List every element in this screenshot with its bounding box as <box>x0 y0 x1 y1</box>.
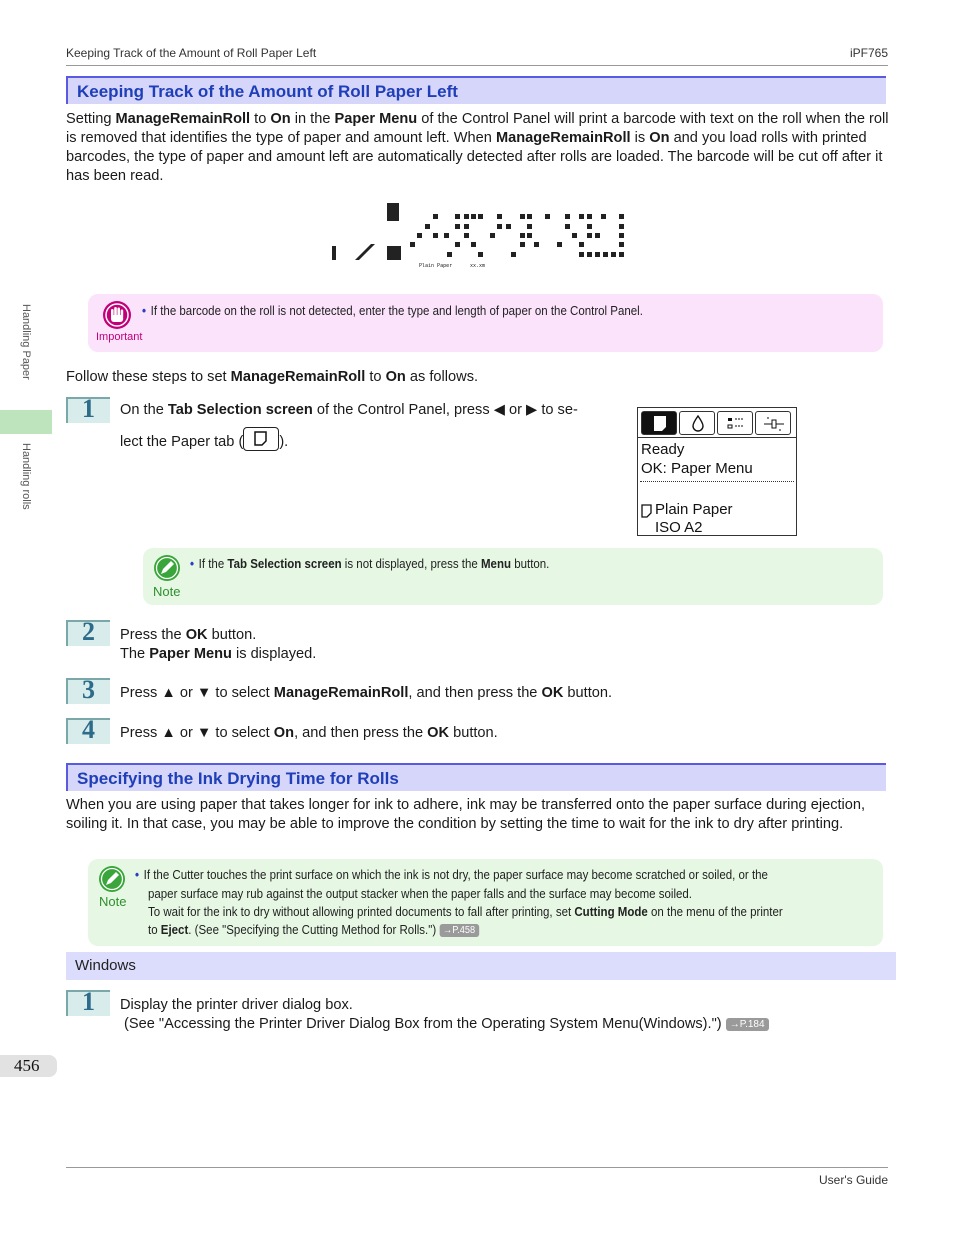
page-number: 456 <box>0 1055 57 1077</box>
windows-step-1-ref: (See "Accessing the Printer Driver Dialog Box from the Operating System Menu(Windows).") →P.184 <box>120 1015 769 1034</box>
note-callout-tab-selection <box>143 548 883 605</box>
important-label: Important <box>96 331 143 343</box>
paper-tab-icon <box>243 427 279 451</box>
panel-paper-size: ISO A2 <box>655 519 703 536</box>
running-header-model: iPF765 <box>849 46 888 60</box>
step-1-text: On the Tab Selection screen of the Control Panel, press ◀ or ▶ to se- <box>120 402 578 418</box>
note-line-1: • If the Cutter touches the print surface on which the ink is not dry, the paper surface may become scratched or soiled, or the <box>135 868 768 882</box>
step-2-result: The Paper Menu is displayed. <box>120 646 317 662</box>
note-line-4: to Eject. (See "Specifying the Cutting Method for Rolls.") →P.458 <box>148 921 479 939</box>
note-line-2: paper surface may rub against the output stacker when the paper falls and the surface may become soiled. <box>148 887 693 901</box>
footer-divider <box>66 1167 888 1168</box>
panel-dotted-divider <box>640 481 794 482</box>
step-4-text: Press ▲ or ▼ to select On, and then press the OK button. <box>120 725 498 741</box>
note-text: • If the Tab Selection screen is not displayed, press the Menu button. <box>190 557 550 571</box>
page-ref-link[interactable]: →P.458 <box>439 924 478 937</box>
step-4-number: 4 <box>66 718 110 744</box>
barcode-length-label: xx.xm <box>470 263 486 269</box>
section-heading-roll-paper <box>66 76 886 104</box>
settings-slider-icon <box>763 416 785 431</box>
note-pencil-icon <box>153 554 181 582</box>
control-panel-display <box>637 407 797 536</box>
header-divider <box>66 65 888 66</box>
follow-steps-text: Follow these steps to set ManageRemainRoll to On as follows. <box>66 369 479 385</box>
step-3-text: Press ▲ or ▼ to select ManageRemainRoll, and then press the OK button. <box>120 685 613 701</box>
page-ref-link[interactable]: →P.184 <box>726 1018 769 1031</box>
left-arrow-icon: ◀ <box>493 402 505 418</box>
panel-status: Ready <box>641 441 685 458</box>
side-label-chapter: Handling Paper <box>20 304 32 380</box>
right-arrow-icon: ▶ <box>526 402 538 418</box>
panel-menu-hint: OK: Paper Menu <box>641 460 753 477</box>
barcode-image <box>325 198 630 270</box>
hand-stop-icon <box>102 300 132 330</box>
running-header-title: Keeping Track of the Amount of Roll Paper Left <box>66 46 317 60</box>
step-3-number: 3 <box>66 678 110 704</box>
job-list-icon <box>727 417 745 430</box>
barcode-paper-label: Plain Paper <box>419 263 453 269</box>
section-heading-text: Specifying the Ink Drying Time for Rolls <box>77 769 399 788</box>
section1-intro: Setting ManageRemainRoll to On in the Paper Menu of the Control Panel will print a barcode with text on the roll when the roll is removed that identifies the type of paper and amount left. When ManageRemainRoll is On and you load rolls with printed barcodes, the type of paper and amount left are automatically detected after rolls are loaded. The barcode will be cut off after it has been read. <box>66 111 889 184</box>
windows-step-1-text: Display the printer driver dialog box. <box>120 997 353 1013</box>
tab-settings[interactable] <box>755 411 791 435</box>
panel-divider <box>638 437 796 438</box>
panel-paper-type: Plain Paper <box>655 501 733 518</box>
step-1-number: 1 <box>66 397 110 423</box>
windows-subheading-text: Windows <box>75 957 136 974</box>
step-2-text: Press the OK button. <box>120 627 257 643</box>
tab-paper[interactable] <box>641 411 677 435</box>
windows-step-1-number: 1 <box>66 990 110 1016</box>
note-callout-cutter <box>88 859 883 946</box>
windows-subheading <box>66 952 896 980</box>
note-label: Note <box>153 584 181 599</box>
section-heading-text: Keeping Track of the Amount of Roll Paper Left <box>77 82 458 101</box>
tab-ink[interactable] <box>679 411 715 435</box>
note-pencil-icon <box>98 865 126 893</box>
footer-guide-title: User's Guide <box>819 1173 888 1187</box>
note-label: Note <box>99 894 127 909</box>
paper-small-icon <box>641 504 652 518</box>
step-1-text-line2: lect the Paper tab ( ). <box>120 427 288 452</box>
paper-icon <box>653 415 667 432</box>
step-2-number: 2 <box>66 620 110 646</box>
side-label-section: Handling rolls <box>20 443 32 510</box>
section2-intro: When you are using paper that takes longer for ink to adhere, ink may be transferred onto the paper surface during ejection, soiling it. In that case, you may be able to improve the condition by setting the time to wait for the ink to dry after printing. <box>66 797 866 832</box>
important-callout <box>88 294 883 352</box>
note-line-3: To wait for the ink to dry without allowing printed documents to fall after printing, set Cutting Mode on the menu of the printer <box>148 905 783 919</box>
ink-drop-icon <box>692 415 704 432</box>
tab-job[interactable] <box>717 411 753 435</box>
section-heading-ink-drying <box>66 763 886 791</box>
side-tab-highlight <box>0 410 52 434</box>
important-text: • If the barcode on the roll is not detected, enter the type and length of paper on the Control Panel. <box>142 304 643 318</box>
